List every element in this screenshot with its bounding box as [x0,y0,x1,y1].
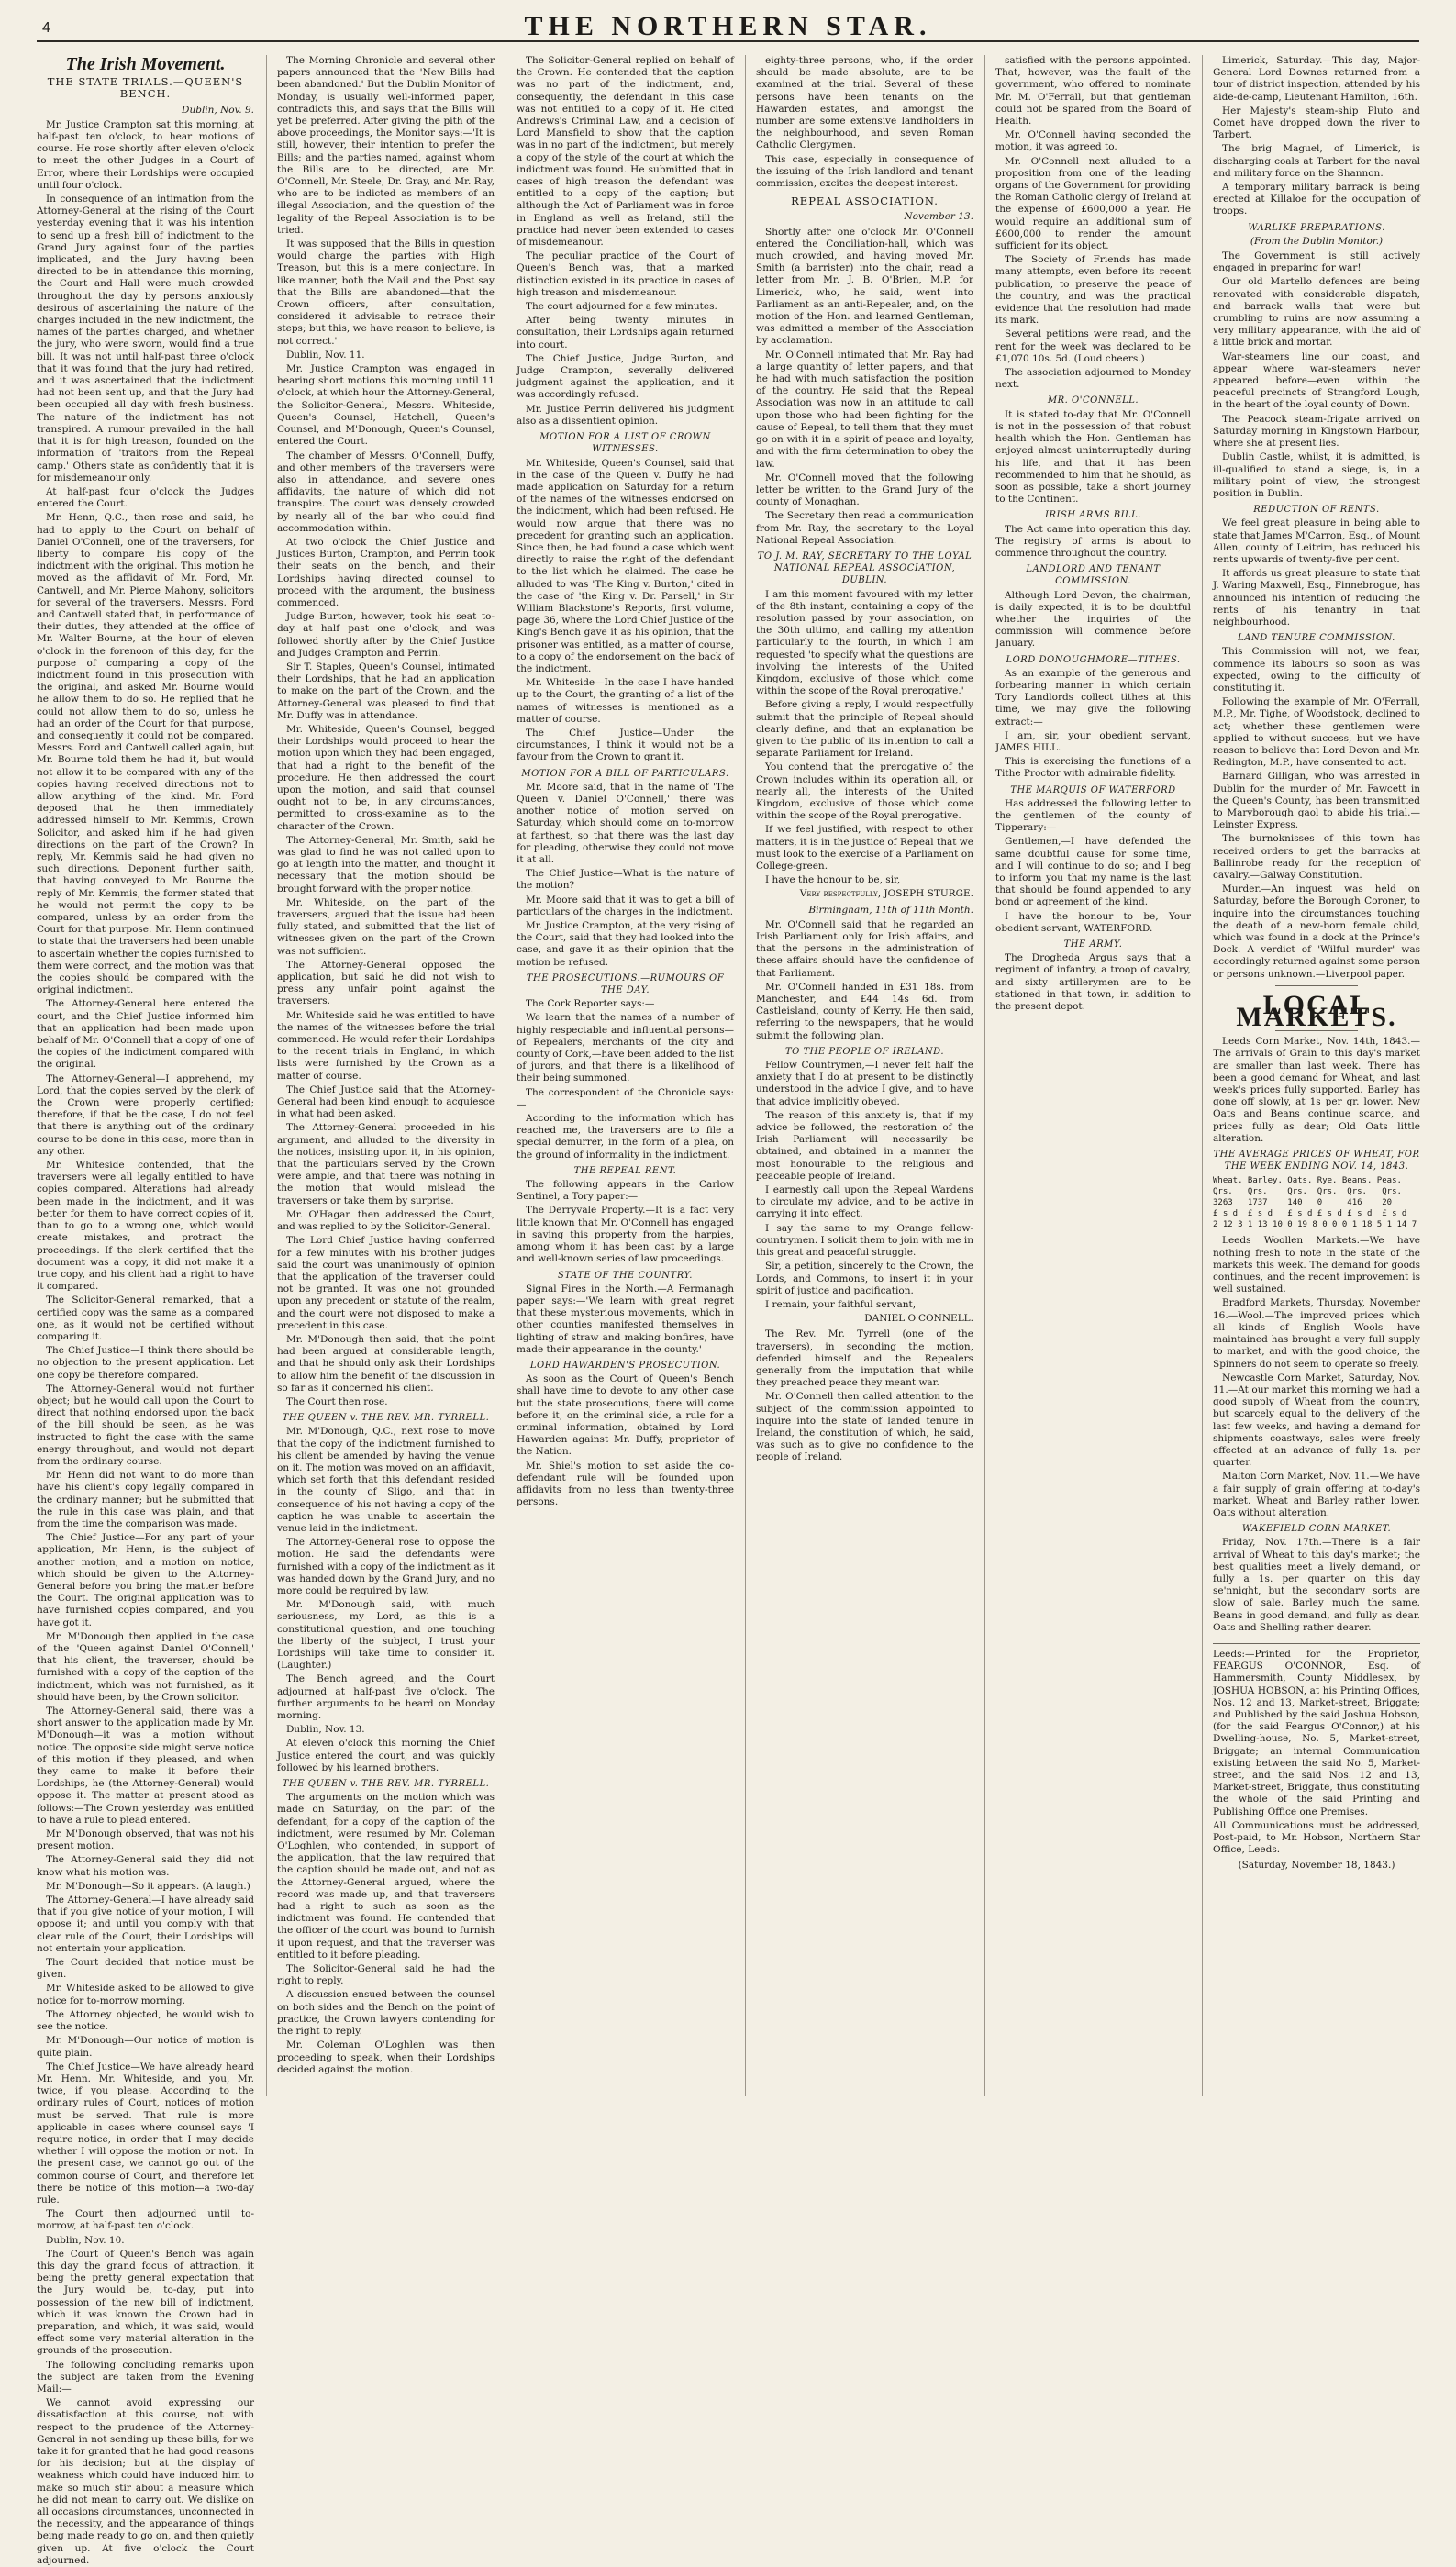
paragraph: Dublin Castle, whilst, it is admitted, is ill-qualified to stand a siege, is, in a military point of view, the strongest position in Dublin. [1213,451,1420,499]
masthead-rule [37,40,1419,42]
paragraph: If we feel justified, with respect to other matters, it is in the justice of Repeal that we must look to the exercise of a Parliament on College-green. [756,824,973,872]
paragraph: Gentlemen,—I have defended the same doubtful cause for some time, and I will continue to do so; and I beg to inform you that my name is the last that should be found appended to any bond or agreement of the kind. [995,836,1191,908]
paragraph: Mr. O'Connell handed in £31 18s. from Manchester, and £44 14s 6d. from Castleisland, county of Kerry. He then said, referring to the newspapers, that he would submit the following plan. [756,981,973,1041]
paragraph: Before giving a reply, I would respectfully submit that the principle of Repeal should clearly define, and that an explanation be given to the public of its intention to call a separate Parliament for Ireland. [756,699,973,760]
paragraph: The Court of Queen's Bench was again this day the grand focus of attraction, it being the pretty general expectation that the Jury would be, to-day, put into possession of the new bill of indictment, which it was known the Crown had in preparation, and which, it was said, would effect some very material alteration in the grounds of the prosecution. [37,2248,254,2357]
paragraph: Sir T. Staples, Queen's Counsel, intimated their Lordships, that he had an application to make on the part of the Crown, and the Attorney-General was pleased to find that Mr. Duffy was in attendance. [277,661,495,721]
paragraph: Mr. O'Connell said that he regarded an Irish Parliament only for Irish affairs, and that the persons in the administration of these affairs should have the confidence of that Parliament. [756,918,973,979]
article-body [277,1792,495,2076]
source-note: (From the Dublin Monitor.) [1250,235,1384,247]
article-body [756,919,973,1042]
paragraph: Mr. O'Connell moved that the following letter be written to the Grand Jury of the county of Monaghan. [756,472,973,508]
subhead: THE QUEEN v. THE REV. MR. TYRRELL. [282,1779,490,1790]
paragraph: Leeds Corn Market, Nov. 14th, 1843.—The arrivals of Grain to this day's market are smaller than last week. There has been a good demand for Wheat, and last week's prices fully supported. Barley has gone off slowly, at 1s per qr. lower. New Oats and Beans continue scarce, and prices fully as dear; Old Oats little alteration. [1213,1036,1420,1144]
subhead: THE MARQUIS OF WATERFORD [1010,784,1176,795]
article-body [756,55,973,190]
paragraph: Dublin, Nov. 11. [286,349,365,361]
paragraph: Judge Burton, however, took his seat to-day at half past one o'clock, and was followed shortly after by the Chief Justice and Judges Crampton and Perrin. [277,611,495,659]
paragraph: The association adjourned to Monday next. [995,367,1191,391]
subhead: MOTION FOR A LIST OF CROWN WITNESSES. [539,432,711,455]
paragraph: According to the information which has reached me, the traversers are to file a special demurrer, in the form of a plea, on the ground of informality in the indictment. [517,1113,734,1161]
subhead: LORD HAWARDEN'S PROSECUTION. [529,1360,721,1371]
paragraph: Mr. O'Connell then called attention to the subject of the commission appointed to inquire into the state of landed tenure in Ireland, the constitution of which, he said, was such as to give no confidence to the people of Ireland. [756,1391,973,1463]
paragraph: The Attorney-General proceeded in his argument, and alluded to the diversity in the notices, insisting upon it, in his opinion, that the particulars served by the Crown were ample, and that there was nothing in the motion that would mislead the traversers or take them by surprise. [277,1122,495,1206]
paragraph: I say the same to my Orange fellow-countrymen. I solicit them to join with me in this great and peaceful struggle. [756,1222,973,1259]
article-body [517,1179,734,1265]
signoff: Very respectfully, JOSEPH STURGE. [799,888,973,900]
paragraph: The Government is still actively engaged in preparing for war! [1213,250,1420,274]
paragraph: The burnoknisses of this town has received orders to get the barracks at Ballinrobe ready for the reception of cavalry.—Galway Constitution. [1213,833,1420,881]
paragraph: The Attorney-General said they did not know what his motion was. [37,1854,254,1878]
markets-body [1213,1235,1420,1519]
paragraph: Dublin, Nov. 13. [286,1724,365,1736]
paragraph: Mr. M'Donough—Our notice of motion is quite plain. [37,2035,254,2059]
paragraph: Has addressed the following letter to the gentlemen of the county of Tipperary:— [995,797,1191,834]
masthead [0,7,1456,42]
paragraph: It was supposed that the Bills in question would charge the parties with High Treason, but this is a mere conjecture. In like manner, both the Mail and the Post say that the Bills are abandoned—that the Crown officers, after consultation, considered it advisable to retrace their steps; but this, we have reason to believe, is not correct.' [277,239,495,347]
paragraph: The Chief Justice—I think there should be no objection to the present application. Let one copy be therefore compared. [37,1345,254,1381]
section-header: The Irish Movement. [65,54,226,74]
paragraph: At two o'clock the Chief Justice and Justices Burton, Crampton, and Perrin took their seats on the bench, and their Lordships having directed counsel to proceed with the argument, the business commenced. [277,536,495,608]
article-body [995,409,1191,506]
paragraph: Mr. M'Donough observed, that was not his present motion. [37,1828,254,1852]
paragraph: Fellow Countrymen,—I never felt half the anxiety that I do at present to be distinctly understood in the advice I give, and to have that advice implicitly obeyed. [756,1060,973,1107]
paragraph: Mr. Moore said that it was to get a bill of particulars of the charges in the indictment. [517,894,734,917]
article-body [277,55,495,1408]
article-body [756,227,973,547]
paragraph: Mr. Whiteside contended, that the traversers were all legally entitled to have copies compared. Alterations had already been made in the indictment, and it was better for them to have correct copies of it, than to go to a wrong one, which would create mistakes, and protract the proceedings. If the clerk certified that the document was a copy, it did not make it a true copy, and his client had a right to have it compared. [37,1160,254,1293]
paragraph: Mr. Whiteside, on the part of the traversers, argued that the issue had been fully stated, and submitted that the list of witnesses given on the part of the Crown was not sufficient. [277,896,495,957]
paragraph: The chamber of Messrs. O'Connell, Duffy, and other members of the traversers were also in attendance, and severe ones affidavits, the nature of which did not transpire. The court was densely crowded by nearly all of the bar who could find accommodation within. [277,450,495,534]
column-divider [1202,55,1203,2096]
subhead: THE PROSECUTIONS.—RUMOURS OF THE DAY. [526,972,725,996]
paragraph: In consequence of an intimation from the Attorney-General at the rising of the Court yesterday evening that it was his intention to send up a fresh bill of indictment to the Grand Jury against four of the parties implicated, and the Jury having been directed to be in attendance this morning, the Court and Hall were much crowded throughout the day by persons anxiously desirous of ascertaining the nature of the charges included in the new indictment, the names of the parties charged, and whether the jury, who were sworn, would find a true bill. It was not until half-past three o'clock that it was found that the jury had retired, and it was ascertained that the indictment had not been sent up, and that the Jury had been occupied all day with fresh business. The nature of the indictment has not transpired. A rumour prevailed in the hall that it is for high treason, founded on the information of 'traitors from the Repeal camp.' Others state as confidently that it is for misdemeanour only. [37,194,254,483]
paragraph: Mr. O'Connell intimated that Mr. Ray had a large quantity of letter papers, and that he had with much satisfaction the position of the country. He said that the Repeal Association was now in an attitude to call upon those who had been fighting for the cause of Repeal, to tell them that they must go on with it in a spirit of peace and loyalty, and with the firm determination to obey the law. [756,349,973,470]
paragraph: Limerick, Saturday.—This day, Major-General Lord Downes returned from a tour of district inspection, attended by his aide-de-camp, Lieutenant Hamilton, 16th. [1213,55,1420,103]
article-title: THE STATE TRIALS.—QUEEN'S BENCH. [47,75,244,101]
subhead: LAND TENURE COMMISSION. [1238,633,1395,644]
paragraph: Shortly after one o'clock Mr. O'Connell entered the Conciliation-hall, which was much crowded, and having moved Mr. Smith (a barrister) into the chair, read a letter from Mr. J. B. O'Brien, M.P. for Limerick, who, he said, went into Parliament as an anti-Repealer, and, on the motion of the Hon. and learned Gentleman, was admitted a member of the Association by acclamation. [756,226,973,347]
subhead: THE ARMY. [1063,939,1123,950]
paragraph: Mr. O'Hagan then addressed the Court, and was replied to by the Solicitor-General. [277,1208,495,1233]
subhead: MR. O'CONNELL. [1047,395,1139,406]
article-body [1213,250,1420,500]
paragraph: The Chief Justice—For any part of your application, Mr. Henn, is the subject of another motion, and a motion on notice, which should be given to the Attorney-General before you bring the matter before the Court. The original application was to have furnished copies compared, and you have got it. [37,1532,254,1628]
paragraph: Dublin, Nov. 10. [46,2234,125,2246]
article-body [995,668,1191,781]
paragraph: At eleven o'clock this morning the Chief Justice entered the court, and was quickly followed by his learned brothers. [277,1738,495,1773]
paragraph: The Solicitor-General said he had the right to reply. [277,1963,495,1987]
paragraph: Following the example of Mr. O'Ferrall, M.P., Mr. Tighe, of Woodstock, declined to act; whether these gentlemen were applied to without success, but we have reason to believe that Lord Devon and Mr. Redington, M.P., have consented to act. [1213,696,1420,769]
paragraph: The reason of this anxiety is, that if my advice be followed, the restoration of the Irish Parliament will necessarily be obtained, and obtained in a manner the most honourable to the religious and peaceable people of Ireland. [756,1109,973,1182]
paragraph: Murder.—An inquest was held on Saturday, before the Borough Coroner, to inquire into the circumstances touching the death of a new-born female child, which was found in a dock at the Prince's Dock. A verdict of 'Wilful murder' was accordingly returned against some person or persons unknown.—Liverpool paper. [1213,883,1420,980]
article-body [1213,55,1420,218]
paragraph: War-steamers line our coast, and appear where war-steamers never appeared before—even within the peaceful precincts of Strangford Lough, in the heart of the loyal county of Down. [1213,350,1420,411]
paragraph: Mr. Coleman O'Loghlen was then proceeding to speak, when their Lordships decided against the motion. [277,2039,495,2075]
paragraph: As soon as the Court of Queen's Bench shall have time to devote to any other case but the state prosecutions, there will come before it, on the criminal side, a rule for a criminal information, obtained by Lord Hawarden against Mr. Duffy, proprietor of the Nation. [517,1373,734,1458]
paragraph: The Attorney-General—I have already said that if you give notice of your motion, I will oppose it; and until you comply with that clear rule of the Court, their Lordships will not entertain your application. [37,1895,254,1954]
paragraph: Signal Fires in the North.—A Fermanagh paper says:—'We learn with great regret that these mysterious movements, which in other counties manifested themselves in lighting of straw and making bonfires, have made their appearance in the county.' [517,1283,734,1355]
subhead: WARLIKE PREPARATIONS. [1248,222,1385,233]
subhead: TO THE PEOPLE OF IRELAND. [784,1046,945,1057]
subhead: REDUCTION OF RENTS. [1253,505,1380,516]
paragraph: Mr. M'Donough said, with much seriousness, my Lord, as this is a constitutional question, and one touching the liberty of the subject, I trust your Lordships will take time to consider it. (Laughter.) [277,1599,495,1672]
article-body [277,1426,495,1774]
article-body [995,55,1191,391]
paragraph: The Attorney-General said, there was a short answer to the application made by Mr. M'Donough—it was a motion without notice. The opposite side might serve notice of this motion if they pleased, and when they came to make it before their Lordships, he (the Attorney-General) would oppose it. The matter at present stood as follows:—The Crown yesterday was entitled to have a rule to plead entered. [37,1706,254,1826]
paragraph: The Bench agreed, and the Court adjourned at half-past five o'clock. The further arguments to be heard on Monday morning. [277,1673,495,1722]
paragraph: I am this moment favoured with my letter of the 8th instant, containing a copy of the resolution passed by your association, on the 30th ultimo, and calling my attention particularly to the fourth, in which I am requested 'to specify what the questions are involving the interests of the United Kingdom, exclusive of those which come within the scope of the Royal prerogative.' [756,588,973,697]
newspaper-title: THE NORTHERN STAR. [524,11,932,41]
paragraph: The Court then rose. [286,1395,388,1407]
wheat-price-table: Wheat. Barley. Oats. Rye. Beans. Peas. Qrs. Qrs. Qrs. Qrs. Qrs. Qrs. 3263 1737 140 0 416 20 £ s d £ s d £ s d £ s d £ s d £ s d 2 12 3 1 13 10 0 19 8 0 0 0 1 18 5 1 14 7 [1213,1176,1417,1230]
article-body [1213,646,1420,980]
paragraph: Mr. Henn did not want to do more than have his client's copy legally compared in the ordinary manner; but he submitted that the rule in this case was plain, and that from the time the comparison was made. [37,1470,254,1529]
paragraph: Mr. Justice Crampton, at the very rising of the Court, said that they had looked into the case, and gave it as their opinion that the motion be refused. [517,920,734,968]
paragraph: The Attorney-General opposed the application, but said he did not wish to press any unfair point against the traversers. [277,959,495,1007]
market-table-title: THE AVERAGE PRICES OF WHEAT, FOR THE WEEK ENDING NOV. 14, 1843. [1213,1150,1420,1172]
article-body [37,119,254,2567]
paragraph: It is stated to-day that Mr. O'Connell is not in the possession of that robust health which the Hon. Gentleman has enjoyed almost uninterruptedly during his life, and that it has been recommended to him that he should, as soon as possible, take a short journey to the Continent. [995,408,1191,506]
article-body [517,1284,734,1356]
local-markets-header: LOCAL MARKETS. [1236,989,1397,1033]
column-divider [745,55,746,2096]
paragraph: Mr. Whiteside, Queen's Counsel, said that in the case of the Queen v. Duffy he had made application on Saturday for a return of the names of the witnesses endorsed on the indictment, which had been refused. He would now argue that there was no precedent for granting such an application. Since then, he had found a case which went directly to raise the right of the defendant to the list which he claimed. The case he alluded to was 'The King v. Burton,' cited in the case of 'the King v. Dr. Parsell,' in Sir William Blackstone's Reports, first volume, page 36, where the Lord Chief Justice of the King's Bench gave it as his opinion, that the prisoner was entitled, as a matter of course, to a copy of the endorsement on the back of the indictment. [517,457,734,674]
paragraph: The Solicitor-General replied on behalf of the Crown. He contended that the caption was no part of the indictment, and, consequently, the defendant in this case was not entitled to a copy of it. He cited Andrews's Criminal Law, and a decision of Lord Mansfield to show that the caption was in no part of the indictment, but merely a copy of the style of the court at which the indictment was found. He submitted that in cases of high treason the defendant was entitled to a copy of the caption; but although the Act of Parliament was in force in England as well as Ireland, still the practice had never been extended to cases of misdemeanour. [517,55,734,249]
article-body [517,458,734,764]
dateline: November 13. [904,211,973,223]
subhead: LORD DONOUGHMORE—TITHES. [1006,654,1181,665]
paragraph: Mr. Shiel's motion to set aside the co-defendant rule will be founded upon affidavits from no less than twenty-three persons. [517,1460,734,1508]
column-4 [756,55,973,2096]
paragraph: I am, sir, your obedient servant, JAMES HILL. [995,729,1191,753]
subhead: IRISH ARMS BILL. [1045,510,1141,521]
article-body [756,1060,973,1311]
paragraph: The Lord Chief Justice having conferred for a few minutes with his brother judges said the court was unanimously of opinion that the application of the traverser could not be granted. It was one not grounded upon any precedent or statute of the realm, and the court were not disposed to make a precedent in this case. [277,1235,495,1331]
paragraph: Mr. Whiteside—In the case I have handed up to the Court, the granting of a list of the names of witnesses is mentioned as a matter of course. [517,677,734,725]
paragraph: We cannot avoid expressing our dissatisfaction at this course, not with respect to the prudence of the Attorney-General in not sending up these bills, for we take it for granted that he had good reasons for his decision; but at the display of weakness which could have induced him to make so much stir about a measure which he did not mean to carry out. We dislike on all occasions circumstances, unconnected in the necessity, and the appearance of things being made ready to go on, and then quietly given up. At five o'clock the Court adjourned. [37,2397,254,2566]
paragraph: The Derryvale Property.—It is a fact very little known that Mr. O'Connell has engaged in saving this property from the harpies, among whom it has been cast by a large and well-known series of law proceedings. [517,1205,734,1265]
paragraph: We feel great pleasure in being able to state that James M'Carron, Esq., of Mount Allen, county of Leitrim, has reduced his rents upwards of twenty-five per cent. [1213,517,1420,565]
paragraph: The court adjourned for a few minutes. [526,301,717,313]
paragraph: Our old Martello defences are being renovated with considerable dispatch, and barrack walls that were but crumbling to ruins are now assuming a very military appearance, with the aid of a little brick and mortar. [1213,276,1420,349]
subhead: TO J. M. RAY, SECRETARY TO THE LOYAL NATIONAL REPEAL ASSOCIATION, DUBLIN. [757,550,973,586]
column-divider [984,55,985,2096]
article-body [756,1328,973,1463]
paragraph: Malton Corn Market, Nov. 11.—We have a fair supply of grain offering at to-day's market. Wheat and Barley rather lower. Oats without alteration. [1213,1471,1420,1518]
markets-body [1213,1036,1420,1145]
paragraph: The Attorney-General here entered the court, and the Chief Justice informed him that an application had been made upon behalf of Mr. O'Connell that a copy of one of the copies of the indictment compared with the original. [37,998,254,1071]
paragraph: Mr. M'Donough—So it appears. (A laugh.) [46,1880,250,1892]
subhead: MOTION FOR A BILL OF PARTICULARS. [521,768,729,779]
paragraph: The Chief Justice said that the Attorney-General had been kind enough to acquiesce in what had been asked. [277,1083,495,1120]
paragraph: Sir, a petition, sincerely to the Crown, the Lords, and Commons, to insert it in your spirit of justice and pacification. [756,1261,973,1296]
paragraph: The Secretary then read a communication from Mr. Ray, the secretary to the Loyal National Repeal Association. [756,510,973,546]
subhead: THE REPEAL RENT. [573,1165,677,1176]
paragraph: The Attorney objected, he would wish to see the notice. [37,2008,254,2033]
paragraph: The Attorney-General—I apprehend, my Lord, that the copies served by the clerk of the Crown were properly certified; therefore, if that be the case, I do not feel that there is anything out of the ordinary course to be done in this case, more than in any other. [37,1072,254,1157]
paragraph: After being twenty minutes in consultation, their Lordships again returned into court. [517,315,734,350]
paragraph: The Solicitor-General remarked, that a certified copy was the same as a compared one, as it would not be certified without comparing it. [37,1295,254,1342]
paragraph: The Attorney-General, Mr. Smith, said he was glad to find he was not called upon to go at length into the matter, and thought it necessary that the motion should be brought forward with the proper notice. [277,834,495,895]
paragraph: The correspondent of the Chronicle says:— [517,1086,734,1110]
column-6 [1213,55,1420,2096]
columns [37,54,1420,2566]
paragraph: I have the honour to be, Your obedient servant, WATERFORD. [995,910,1191,934]
paragraph: Mr. M'Donough then applied in the case of the 'Queen against Daniel O'Connell,' that his client, the traverser, should be furnished with a copy of the caption of the indictment, which was not furnished, as it should have been, by the Crown solicitor. [37,1630,254,1703]
column-1 [37,54,254,2566]
article-body [995,798,1191,935]
paragraph: Mr. O'Connell having seconded the motion, it was agreed to. [995,129,1191,153]
divider [1275,985,1358,986]
paragraph: The Court then adjourned until to-morrow, at half-past ten o'clock. [37,2208,254,2232]
paragraph: Her Majesty's steam-ship Pluto and Comet have dropped down the river to Tarbert. [1213,105,1420,141]
paragraph: Barnard Gilligan, who was arrested in Dublin for the murder of Mr. Fawcett in the Queen's County, has been transmitted to Maryborough gaol to abide his trial.—Leinster Express. [1213,771,1420,831]
signoff: DANIEL O'CONNELL. [864,1313,973,1325]
paragraph: Bradford Markets, Thursday, November 16.—Wool.—The improved prices which all kinds of English Wools have maintained has brought a very full supply to market, and with the good choice, the Spinners do not seem to operate so freely. [1213,1297,1420,1370]
paragraph: The Attorney-General rose to oppose the motion. He said the defendants were furnished with a copy of the indictment as it was handed down by the Grand Jury, and no more could be required by law. [277,1537,495,1596]
paragraph: The Chief Justice—Under the circumstances, I think it would not be a favour from the Crown to grant it. [517,727,734,763]
article-body [517,998,734,1161]
imprint-body [1213,1649,1420,1856]
paragraph: Mr. O'Connell next alluded to a proposition from one of the leading organs of the Government for providing the Roman Catholic clergy of Ireland at the expense of £600,000 a year. He would require an additional sum of £600,000 to render the amount sufficient for its object. [995,155,1191,252]
paragraph: The Chief Justice, Judge Burton, and Judge Crampton, severally delivered judgment against the application, and it was accordingly refused. [517,352,734,401]
paragraph: The Attorney-General would not further object; but he would call upon the Court to direct that nothing endorsed upon the back of the bill should be seen, as he was instructed to fight the case with the same energy throughout, and would not depart from the ordinary course. [37,1383,254,1467]
paragraph: Mr. Whiteside asked to be allowed to give notice for to-morrow morning. [37,1983,254,2006]
article-body [995,952,1191,1013]
paragraph: Mr. M'Donough then said, that the point had been argued at considerable length, and that he should only ask their Lordships to allow him the benefit of the discussion in so far as it concerned his client. [277,1333,495,1394]
paragraph: The peculiar practice of the Court of Queen's Bench was, that a marked distinction existed in its practice in cases of high treason and misdemeanour. [517,250,734,298]
imprint [1213,1643,1420,1872]
paragraph: I have the honour to be, sir, [765,874,901,886]
paragraph: At half-past four o'clock the Judges entered the Court. [37,485,254,510]
paragraph: I remain, your faithful servant, [765,1298,917,1310]
column-divider [266,55,267,2096]
paragraph: You contend that the prerogative of the Crown includes within its operation all, or nearly all, the interests of the United Kingdom, exclusive of those which come within the scope of the Royal prerogative. [756,761,973,822]
column-2 [277,55,495,2096]
paragraph: We learn that the names of a number of highly respectable and influential persons—of Repealers, merchants of the city and county of Cork,—have been added to the list of jurors, and that there is a likelihood of their being summoned. [517,1012,734,1084]
paragraph: Mr. Whiteside said he was entitled to have the names of the witnesses before the trial commenced. He would refer their Lordships to the recent trials in England, in which lists were furnished by the Crown as a matter of course. [277,1009,495,1082]
paragraph: As an example of the generous and forbearing manner in which certain Tory Landlords collect tithes at this time, we may give the following extract:— [995,667,1191,728]
paragraph: The Society of Friends has made many attempts, even before its recent publication, to preserve the peace of the country, and was the practical evidence that the resolution had made its mark. [995,254,1191,327]
column-5 [995,55,1191,2096]
paragraph: The Chief Justice—We have already heard Mr. Henn. Mr. Whiteside, and you, Mr. twice, if you please. According to the ordinary rules of Court, notices of motion must be served. That rule is more applicable in cases where counsel says 'I require notice, in order that I may decide whether I will oppose the motion or not.' In the present case, we cannot go out of the common course of Court, and therefore let there be notice of this motion—a two-day rule. [37,2061,254,2206]
paragraph: The Peacock steam-frigate arrived on Saturday morning in Kingstown Harbour, where she at present lies. [1213,413,1420,450]
paragraph: The brig Maguel, of Limerick, is discharging coals at Tarbert for the naval and military force on the Shannon. [1213,143,1420,179]
paragraph: Mr. Justice Crampton was engaged in hearing short motions this morning until 11 o'clock, at which hour the Attorney-General, the Solicitor-General, Messrs. Whiteside, Queen's Counsel, Hatchell, Queen's Counsel, and M'Donough, Queen's Counsel, entered the Court. [277,363,495,448]
paragraph: The arguments on the motion which was made on Saturday, on the part of the defendant, for a copy of the caption of the indictment, were resumed by Mr. Coleman O'Loghlen, who contended, in support of the application, that the law required that the caption should be made out, and not as the Attorney-General argued, where the record was made up, and that traversers had a right to such as soon as the indictment was found. He contended that the officer of the court was bound to furnish it upon request, and that the traverser was entitled to it before pleading. [277,1792,495,1961]
paragraph: This case, especially in consequence of the issuing of the Irish landlord and tenant commission, excites the deepest interest. [756,153,973,190]
article-body [517,55,734,428]
paragraph: The following concluding remarks upon the subject are taken from the Evening Mail:— [37,2359,254,2395]
paragraph: A discussion ensued between the counsel on both sides and the Bench on the point of practice, the Crown lawyers contending for the right to reply. [277,1989,495,2038]
paragraph: A temporary military barrack is being erected at Killaloe for the occupation of troops. [1213,182,1420,217]
paragraph: This Commission will not, we fear, commence its labours so soon as was expected, owing to the difficulty of constituting it. [1213,646,1420,694]
paragraph: All Communications must be addressed, Post-paid, to Mr. Hobson, Northern Star Office, Leeds. [1213,1819,1420,1856]
paragraph: The Chief Justice—What is the nature of the motion? [517,868,734,892]
page-number: 4 [42,20,50,36]
paragraph: Although Lord Devon, the chairman, is daily expected, it is to be doubtful whether the inquiries of the commission will commence before January. [995,589,1191,650]
paragraph: The Cork Reporter says:— [526,998,655,1010]
letter-body [756,589,973,887]
markets-body [1213,1537,1420,1634]
paragraph: Mr. Henn, Q.C., then rose and said, he had to apply to the Court on behalf of Daniel O'Connell, one of the traversers, for liberty to compare his copy of the indictment with the original. This motion he moved as the affidavit of Mr. Ford, Mr. Cantwell, and Mr. Pierce Mahony, solicitors for several of the traversers. Messrs. Ford and Cantwell stated that, in performance of their duties, they attended at the office of Mr. Walter Bourne, at the hour of eleven o'clock in the forenoon of this day, for the purpose of comparing a copy of the indictment found in this prosecution with the original, and asked Mr. Bourne would he allow them to do so. He replied that he could not allow them to do so, unless he had an order of the Court for that purpose, and consequently it could not be compared. Messrs. Ford and Cantwell called again, but Mr. Bourne told them he had it, but would not allow it to be compared with any of the copies having received directions not to allow anything of the kind. Mr. Ford deposed that he then immediately addressed himself to Mr. Kemmis, Crown Solicitor, and asked him if he had given directions on the part of the Crown? In reply, Mr. Kemmis said he had given no such directions. Deponent further saith, that having conveyed to Mr. Bourne the reply of Mr. Kemmis, the former stated that he would not permit the copy to be compared, unless by an order from the Court for that purpose. Mr. Henn continued to state that the traversers had been unable to ascertain whether the copies furnished to them were correct, and the motion was that the copies should be compared with the original indictment. [37,512,254,996]
dateline: Dublin, Nov. 9. [182,104,254,116]
paragraph: Several petitions were read, and the rent for the week was declared to be £1,070 10s. 5d. (Loud cheers.) [995,328,1191,364]
article-title: REPEAL ASSOCIATION. [791,194,939,208]
article-body [995,590,1191,650]
article-body [517,1373,734,1508]
subhead: WAKEFIELD CORN MARKET. [1241,1524,1392,1535]
article-body [1213,517,1420,628]
paragraph: satisfied with the persons appointed. That, however, was the fault of the government, who offered to nominate Mr. M. O'Ferrall, but that gentleman could not be spared from the Board of Health. [995,55,1191,128]
imprint-date: (Saturday, November 18, 1843.) [1238,1860,1395,1872]
subhead: THE QUEEN v. THE REV. MR. TYRRELL. [282,1413,490,1424]
paragraph: The Court decided that notice must be given. [37,1957,254,1981]
paragraph: It affords us great pleasure to state that J. Waring Maxwell, Esq., Finnebrogue, has announced his intention of reducing the rents of his tenantry in that neighbourhood. [1213,568,1420,628]
paragraph: The following appears in the Carlow Sentinel, a Tory paper:— [517,1179,734,1203]
paragraph: Mr. Whiteside, Queen's Counsel, begged their Lordships would proceed to hear the motion upon which they had been engaged, that had a right to the benefit of the procedure. He then addressed the court upon the motion, and said that counsel ought not to be, in any circumstances, permitted to cross-examine as to the character of the Crown. [277,723,495,832]
paragraph: The Rev. Mr. Tyrrell (one of the traversers), in seconding the motion, defended himself and the Repealers generally from the imputation that while they preached peace they meant war. [756,1328,973,1389]
paragraph: Mr. Justice Crampton sat this morning, at half-past ten o'clock, to hear motions of course. He rose shortly after eleven o'clock to meet the other Judges in a Court of Error, where their Lordships were occupied until four o'clock. [37,118,254,191]
paragraph: This is exercising the functions of a Tithe Proctor with admirable fidelity. [995,756,1191,780]
paragraph: The Drogheda Argus says that a regiment of infantry, a troop of cavalry, and sixty artillerymen are to be stationed in that town, in addition to the present depot. [995,952,1191,1013]
column-3 [517,55,734,2096]
paragraph: The Morning Chronicle and several other papers announced that the 'New Bills had been abandoned.' But the Dublin Monitor of Monday, is usually well-informed paper, contradicts this, and says that the Bills will yet be preferred. After giving the pith of the above proceedings, the Monitor says:—'It is still, however, their intention to prefer the Bills; and the parties named, against whom the Bills are to be directed, are Mr. O'Connell, Mr. Steele, Dr. Gray, and Mr. Ray, who are to be indicted as members of an illegal Association, and the question of the legality of the Repeal Association is to be tried. [277,55,495,236]
paragraph: Newcastle Corn Market, Saturday, Nov. 11.—At our market this morning we had a good supply of Wheat from the country, but scarcely equal to the delivery of the last few weeks, and having a demand for shipments coastways, sales were freely effected at an advance of fully 1s. per quarter. [1213,1372,1420,1469]
paragraph: Mr. Moore said, that in the name of 'The Queen v. Daniel O'Connell,' there was another notice of motion served on Saturday, which should come on to-morrow at farthest, so that there was the last day for pleading, otherwise they could not move it at all. [517,781,734,865]
subhead: LANDLORD AND TENANT COMMISSION. [1026,564,1161,587]
paragraph: The Act came into operation this day. The registry of arms is about to commence throughout the country. [995,523,1191,559]
paragraph: eighty-three persons, who, if the order should be made absolute, are to be examined at the trial. Several of these persons have been tenants on the Hawarden estates, and amongst the number are some extensive landholders in the neighbourhood, and seven Roman Catholic Clergymen. [756,55,973,151]
subhead: STATE OF THE COUNTRY. [558,1270,693,1281]
paragraph: Mr. Justice Perrin delivered his judgment also as a dissentient opinion. [517,403,734,427]
letter-address: Birmingham, 11th of 11th Month. [808,904,973,916]
paragraph: Friday, Nov. 17th.—There is a fair arrival of Wheat to this day's market; the best qualities meet a lively demand, or fully a 1s. per quarter on this day se'nnight, but the secondary sorts are slow of sale. Barley much the same. Beans in good demand, and fully as dear. Oats and Shelling rather dearer. [1213,1537,1420,1633]
article-body [995,524,1191,561]
paragraph: I earnestly call upon the Repeal Wardens to circulate my advice, and to be active in carrying it into effect. [756,1184,973,1220]
paragraph: Leeds:—Printed for the Proprietor, FEARGUS O'CONNOR, Esq. of Hammersmith, County Middlesex, by JOSHUA HOBSON, at his Printing Offices, Nos. 12 and 13, Market-street, Briggate; and Published by the said Joshua Hobson, (for the said Feargus O'Connor,) at his Dwelling-house, No. 5, Market-street, Briggate; an internal Communication existing between the said No. 5, Market-street, and the said Nos. 12 and 13, Market-street, Briggate, thus constituting the whole of the said Printing and Publishing Office one Premises. [1213,1648,1420,1817]
paragraph: Mr. M'Donough, Q.C., next rose to move that the copy of the indictment furnished to his client be amended by having the venue on it. The motion was moved on an affidavit, which set forth that this defendant resided in the county of Sligo, and that in consequence of his not having a copy of the caption he was unable to ascertain the venue laid in the indictment. [277,1426,495,1534]
article-body [517,782,734,969]
paragraph: Leeds Woollen Markets.—We have nothing fresh to note in the state of the markets this week. The demand for goods continues, and the recent improvement is well sustained. [1213,1235,1420,1295]
